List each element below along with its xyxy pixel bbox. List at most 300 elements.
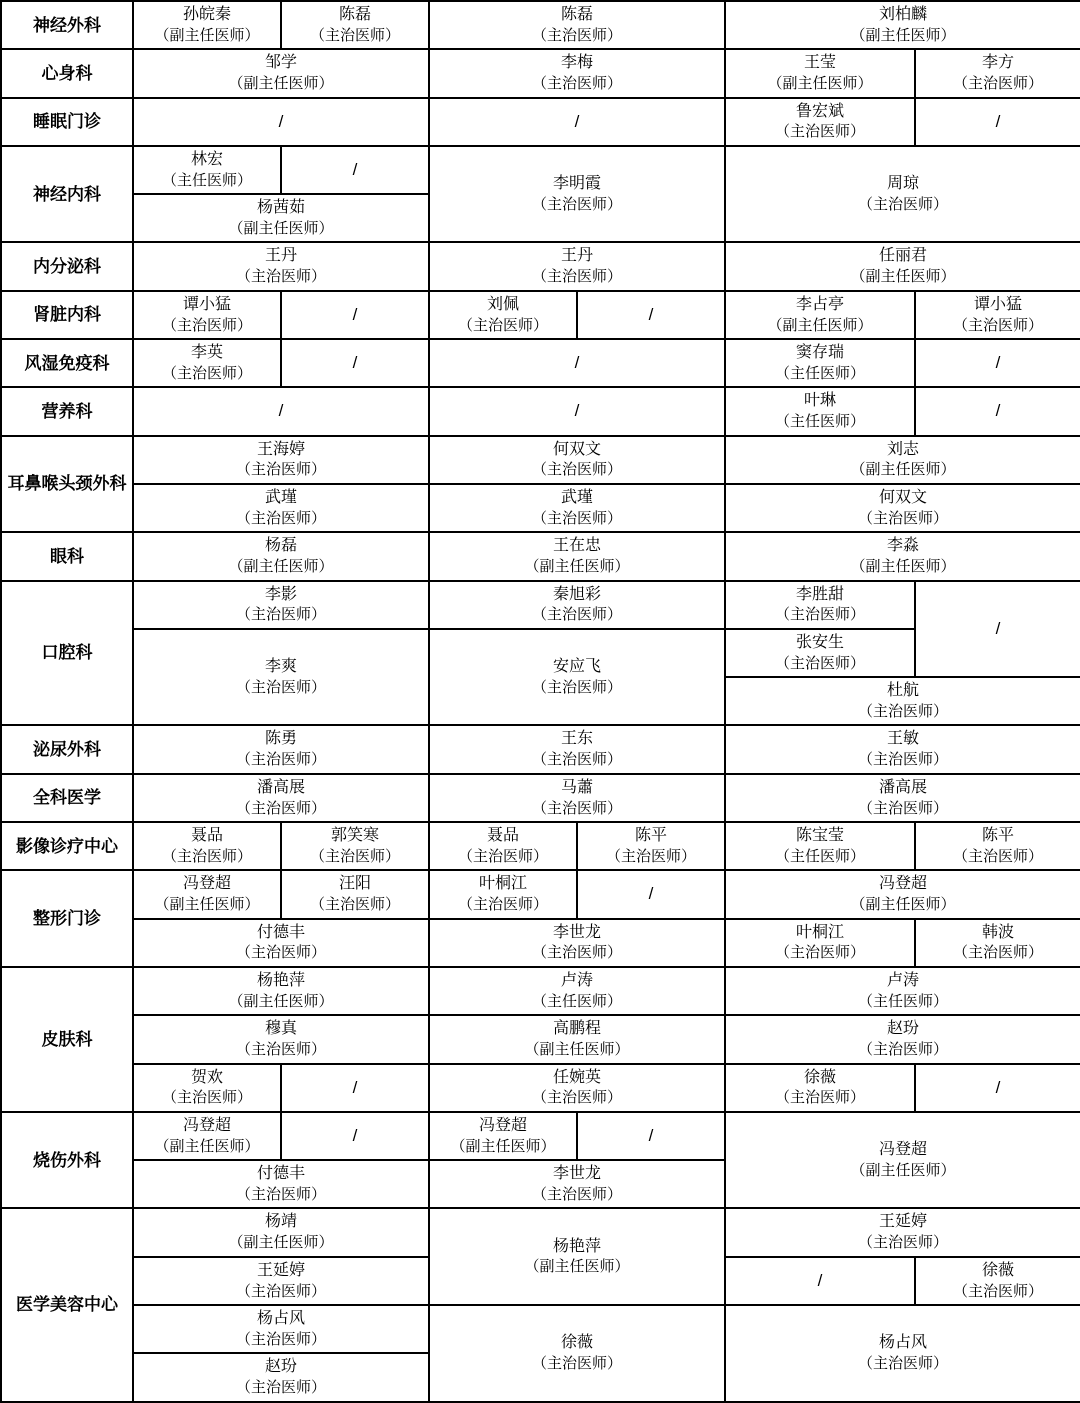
schedule-cell	[281, 822, 429, 870]
doctor-name: 李爽	[264, 658, 297, 675]
doctor-title: （副主任医师）	[154, 896, 260, 914]
schedule-cell	[429, 581, 725, 629]
doctor-title: （主治医师）	[532, 678, 623, 696]
doctor-name: 谭小猛	[182, 295, 231, 313]
doctor-title: （主治医师）	[858, 1234, 949, 1252]
schedule-cell	[133, 774, 429, 822]
schedule-cell	[577, 822, 725, 870]
doctor-title: （副主任医师）	[850, 558, 956, 576]
doctor-title: （主治医师）	[532, 606, 623, 624]
department-cell: 风湿免疫科	[1, 339, 133, 387]
schedule-empty-cell	[577, 291, 725, 339]
doctor-name: 叶琳	[804, 392, 837, 410]
table-row	[1, 1305, 1080, 1353]
doctor-title: （主治医师）	[235, 1282, 326, 1300]
schedule-cell	[915, 822, 1080, 870]
doctor-name: 李方	[982, 54, 1015, 72]
schedule-cell	[133, 194, 429, 242]
doctor-title: （主治医师）	[532, 1185, 623, 1203]
table-row	[1, 870, 1080, 918]
doctor-title: （主治医师）	[953, 316, 1044, 334]
doctor-title: （主治医师）	[532, 461, 623, 479]
empty-slot-mark: /	[352, 304, 358, 324]
doctor-title: （主治医师）	[161, 847, 252, 865]
schedule-empty-cell	[915, 1064, 1080, 1112]
schedule-cell	[725, 1, 1080, 49]
doctor-name: 徐薇	[561, 1334, 594, 1352]
department-cell: 口腔科	[1, 581, 133, 726]
doctor-title: （主治医师）	[775, 1089, 866, 1107]
schedule-empty-cell	[577, 1112, 725, 1160]
doctor-name: 谭小猛	[974, 295, 1023, 313]
doctor-name: 王海婷	[256, 440, 305, 458]
doctor-name: 徐薇	[982, 1261, 1015, 1279]
schedule-cell	[133, 1305, 429, 1353]
schedule-cell	[429, 49, 725, 97]
empty-slot-mark: /	[995, 401, 1001, 421]
empty-slot-mark: /	[574, 111, 580, 131]
table-row	[1, 1064, 1080, 1112]
doctor-name: 周琼	[887, 175, 920, 193]
doctor-title: （副主任医师）	[228, 219, 334, 237]
doctor-title: （主治医师）	[532, 509, 623, 527]
doctor-name: 王丹	[264, 247, 297, 265]
doctor-name: 任丽君	[879, 247, 928, 265]
schedule-cell	[133, 1353, 429, 1401]
doctor-title: （主治医师）	[532, 751, 623, 769]
schedule-cell	[429, 1208, 725, 1305]
schedule-cell	[429, 629, 725, 726]
schedule-cell	[133, 532, 429, 580]
doctor-name: 陈宝莹	[796, 827, 845, 845]
department-cell: 全科医学	[1, 774, 133, 822]
schedule-cell	[429, 436, 725, 484]
department-cell: 耳鼻喉头颈外科	[1, 436, 133, 533]
doctor-title: （副主任医师）	[850, 268, 956, 286]
doctor-name: 刘佩	[486, 295, 519, 313]
department-cell: 整形门诊	[1, 870, 133, 967]
doctor-title: （主治医师）	[235, 1185, 326, 1203]
schedule-cell	[725, 291, 915, 339]
schedule-cell	[133, 581, 429, 629]
schedule-cell	[725, 242, 1080, 290]
schedule-empty-cell	[133, 98, 429, 146]
doctor-title: （主任医师）	[858, 992, 949, 1010]
schedule-cell	[133, 49, 429, 97]
schedule-cell	[725, 725, 1080, 773]
doctor-name: 冯登超	[879, 1140, 928, 1158]
doctor-title: （主治医师）	[235, 606, 326, 624]
schedule-empty-cell	[725, 1257, 915, 1305]
schedule-cell	[725, 1305, 1080, 1402]
schedule-cell	[429, 484, 725, 532]
doctor-title: （副主任医师）	[524, 558, 630, 576]
doctor-name: 赵玢	[887, 1020, 920, 1038]
department-cell: 心身科	[1, 49, 133, 97]
schedule-cell	[915, 49, 1080, 97]
doctor-title: （主治医师）	[953, 75, 1044, 93]
schedule-cell	[133, 1, 281, 49]
doctor-name: 汪阳	[338, 875, 371, 893]
empty-slot-mark: /	[648, 884, 654, 904]
schedule-cell	[429, 1112, 577, 1160]
schedule-cell	[725, 98, 915, 146]
doctor-title: （主治医师）	[775, 944, 866, 962]
doctor-name: 杨艳萍	[553, 1237, 602, 1255]
doctor-name: 何双文	[553, 440, 602, 458]
doctor-name: 李世龙	[553, 923, 602, 941]
doctor-title: （主治医师）	[235, 509, 326, 527]
schedule-cell	[429, 919, 725, 967]
department-cell: 营养科	[1, 387, 133, 435]
empty-slot-mark: /	[648, 304, 654, 324]
schedule-cell	[133, 629, 429, 726]
doctor-title: （主治医师）	[953, 944, 1044, 962]
table-row	[1, 339, 1080, 387]
doctor-title: （主治医师）	[457, 847, 548, 865]
doctor-name: 冯登超	[182, 875, 231, 893]
doctor-name: 窦存瑞	[796, 344, 845, 362]
table-row	[1, 919, 1080, 967]
doctor-title: （副主任医师）	[524, 1258, 630, 1276]
doctor-name: 杨茜茹	[256, 199, 305, 217]
doctor-name: 杨艳萍	[256, 971, 305, 989]
doctor-name: 陈磊	[338, 6, 371, 23]
doctor-name: 卢涛	[887, 971, 920, 989]
doctor-title: （主治医师）	[309, 896, 400, 914]
schedule-cell	[429, 146, 725, 243]
schedule-cell	[725, 870, 1080, 918]
doctor-title: （副主任医师）	[228, 1234, 334, 1252]
schedule-empty-cell	[281, 1112, 429, 1160]
schedule-cell	[281, 1, 429, 49]
doctor-name: 杨占风	[256, 1310, 305, 1328]
schedule-cell	[429, 774, 725, 822]
doctor-title: （主任医师）	[775, 847, 866, 865]
doctor-title: （主治医师）	[235, 461, 326, 479]
doctor-name: 冯登超	[879, 875, 928, 893]
doctor-title: （副主任医师）	[450, 1137, 556, 1155]
doctor-name: 秦旭彩	[553, 585, 602, 603]
doctor-title: （主治医师）	[235, 799, 326, 817]
doctor-name: 付德丰	[256, 1165, 305, 1183]
empty-slot-mark: /	[278, 401, 284, 421]
doctor-title: （主治医师）	[606, 847, 697, 865]
doctor-title: （主治医师）	[532, 1354, 623, 1372]
schedule-empty-cell	[281, 291, 429, 339]
schedule-cell	[133, 436, 429, 484]
schedule-cell	[725, 1064, 915, 1112]
schedule-empty-cell	[915, 98, 1080, 146]
department-cell: 肾脏内科	[1, 291, 133, 339]
department-cell: 皮肤科	[1, 967, 133, 1112]
empty-slot-mark: /	[574, 401, 580, 421]
department-cell: 烧伤外科	[1, 1112, 133, 1209]
doctor-title: （主治医师）	[532, 75, 623, 93]
doctor-name: 冯登超	[182, 1116, 231, 1134]
schedule-empty-cell	[429, 98, 725, 146]
doctor-name: 杨占风	[879, 1334, 928, 1352]
schedule-empty-cell	[133, 387, 429, 435]
doctor-title: （主治医师）	[532, 268, 623, 286]
doctor-title: （主治医师）	[858, 1354, 949, 1372]
doctor-title: （主治医师）	[235, 1041, 326, 1059]
doctor-name: 李胜甜	[796, 585, 845, 603]
doctor-title: （主治医师）	[532, 26, 623, 44]
schedule-cell	[725, 967, 1080, 1015]
schedule-cell	[133, 967, 429, 1015]
table-row	[1, 774, 1080, 822]
doctor-name: 陈磊	[561, 6, 594, 23]
doctor-name: 任婉英	[553, 1068, 602, 1086]
doctor-name: 王在忠	[553, 537, 602, 555]
schedule-cell	[915, 291, 1080, 339]
schedule-cell	[725, 822, 915, 870]
doctor-name: 贺欢	[190, 1068, 223, 1086]
doctor-name: 聂品	[486, 827, 519, 845]
table-row	[1, 1, 1080, 49]
schedule-cell	[725, 774, 1080, 822]
doctor-title: （副主任医师）	[850, 26, 956, 44]
doctor-name: 李梅	[561, 54, 594, 72]
schedule-cell	[133, 242, 429, 290]
schedule-empty-cell	[281, 339, 429, 387]
table-row	[1, 146, 1080, 194]
doctor-name: 叶桐江	[478, 875, 527, 893]
doctor-title: （副主任医师）	[228, 75, 334, 93]
empty-slot-mark: /	[995, 1077, 1001, 1097]
schedule-empty-cell	[429, 339, 725, 387]
empty-slot-mark: /	[352, 159, 358, 179]
doctor-name: 杜航	[887, 682, 920, 700]
doctor-title: （主治医师）	[858, 799, 949, 817]
doctor-title: （副主任医师）	[154, 1137, 260, 1155]
table-row	[1, 436, 1080, 484]
schedule-cell	[725, 1015, 1080, 1063]
schedule-cell	[133, 1257, 429, 1305]
doctor-name: 郭笑寒	[330, 827, 379, 845]
doctor-title: （副主任医师）	[850, 896, 956, 914]
schedule-cell	[133, 291, 281, 339]
schedule-cell	[429, 967, 725, 1015]
doctor-name: 卢涛	[561, 971, 594, 989]
schedule-cell	[725, 49, 915, 97]
empty-slot-mark: /	[352, 1125, 358, 1145]
doctor-name: 李世龙	[553, 1165, 602, 1183]
doctor-title: （主治医师）	[235, 1330, 326, 1348]
doctor-name: 李占亭	[796, 295, 845, 313]
department-cell: 泌尿外科	[1, 725, 133, 773]
doctor-name: 武瑾	[264, 488, 297, 506]
schedule-cell	[429, 1, 725, 49]
table-row	[1, 49, 1080, 97]
doctor-name: 王莹	[804, 54, 837, 72]
empty-slot-mark: /	[995, 353, 1001, 373]
schedule-empty-cell	[915, 387, 1080, 435]
doctor-name: 张安生	[796, 633, 845, 651]
department-cell: 医学美容中心	[1, 1208, 133, 1401]
doctor-title: （主任医师）	[775, 364, 866, 382]
doctor-name: 邹学	[264, 54, 297, 72]
schedule-cell	[725, 1112, 1080, 1209]
department-cell: 影像诊疗中心	[1, 822, 133, 870]
schedule-cell	[429, 1160, 725, 1208]
doctor-name: 安应飞	[553, 658, 602, 675]
doctor-title: （主治医师）	[858, 1041, 949, 1059]
doctor-name: 李英	[190, 344, 223, 362]
doctor-title: （副主任医师）	[850, 1161, 956, 1179]
schedule-empty-cell	[281, 146, 429, 194]
schedule-cell	[133, 484, 429, 532]
doctor-title: （主治医师）	[858, 509, 949, 527]
doctor-name: 孙皖秦	[182, 6, 231, 23]
table-row	[1, 725, 1080, 773]
doctor-title: （主治医师）	[161, 1089, 252, 1107]
schedule-cell	[725, 146, 1080, 243]
schedule-cell	[429, 1015, 725, 1063]
schedule-cell	[133, 822, 281, 870]
doctor-name: 陈平	[982, 827, 1015, 845]
doctor-title: （副主任医师）	[228, 558, 334, 576]
doctor-title: （主任医师）	[532, 992, 623, 1010]
schedule-cell	[133, 1208, 429, 1256]
doctor-title: （副主任医师）	[228, 992, 334, 1010]
doctor-title: （主治医师）	[532, 195, 623, 213]
doctor-title: （副主任医师）	[524, 1041, 630, 1059]
doctor-title: （主任医师）	[775, 413, 866, 431]
doctor-title: （主治医师）	[775, 606, 866, 624]
empty-slot-mark: /	[352, 353, 358, 373]
doctor-title: （主治医师）	[161, 364, 252, 382]
doctor-title: （主治医师）	[532, 944, 623, 962]
doctor-name: 王东	[561, 730, 594, 748]
table-row	[1, 581, 1080, 629]
doctor-name: 刘志	[887, 440, 920, 458]
schedule-cell	[725, 1208, 1080, 1256]
doctor-name: 徐薇	[804, 1068, 837, 1086]
doctor-title: （主治医师）	[235, 751, 326, 769]
schedule-cell	[915, 1257, 1080, 1305]
doctor-name: 穆真	[264, 1020, 297, 1038]
doctor-title: （副主任医师）	[850, 461, 956, 479]
department-cell: 内分泌科	[1, 242, 133, 290]
doctor-name: 潘高展	[256, 778, 305, 796]
doctor-name: 刘柏麟	[879, 6, 928, 23]
doctor-name: 赵玢	[264, 1358, 297, 1376]
doctor-title: （主治医师）	[858, 751, 949, 769]
table-row	[1, 484, 1080, 532]
table-row	[1, 822, 1080, 870]
schedule-cell	[429, 822, 577, 870]
department-cell: 睡眠门诊	[1, 98, 133, 146]
schedule-cell	[725, 387, 915, 435]
doctor-name: 韩波	[982, 923, 1015, 941]
table-row	[1, 387, 1080, 435]
doctor-name: 王延婷	[256, 1261, 305, 1279]
doctor-title: （主治医师）	[235, 1379, 326, 1397]
schedule-cell	[133, 919, 429, 967]
schedule-cell	[725, 339, 915, 387]
doctor-title: （主治医师）	[161, 316, 252, 334]
schedule-cell	[915, 919, 1080, 967]
doctor-name: 李淼	[887, 537, 920, 555]
doctor-title: （主治医师）	[858, 195, 949, 213]
doctor-title: （主治医师）	[532, 1089, 623, 1107]
schedule-empty-cell	[429, 387, 725, 435]
doctor-title: （副主任医师）	[154, 26, 260, 44]
department-cell: 神经外科	[1, 1, 133, 49]
doctor-name: 陈平	[635, 827, 668, 845]
empty-slot-mark: /	[648, 1125, 654, 1145]
schedule-cell	[429, 242, 725, 290]
doctor-title: （主治医师）	[235, 268, 326, 286]
doctor-name: 付德丰	[256, 923, 305, 941]
schedule-cell	[725, 581, 915, 629]
doctor-name: 林宏	[190, 150, 223, 168]
schedule-cell	[133, 1112, 281, 1160]
doctor-name: 李明霞	[553, 175, 602, 193]
doctor-name: 王敏	[887, 730, 920, 748]
schedule-cell	[429, 291, 577, 339]
schedule-empty-cell	[915, 581, 1080, 678]
schedule-cell	[429, 725, 725, 773]
schedule-cell	[133, 339, 281, 387]
doctor-name: 鲁宏斌	[796, 102, 845, 120]
schedule-cell	[133, 725, 429, 773]
schedule-cell	[281, 870, 429, 918]
schedule-empty-cell	[577, 870, 725, 918]
department-cell: 神经内科	[1, 146, 133, 243]
doctor-title: （主治医师）	[532, 799, 623, 817]
schedule-cell	[725, 532, 1080, 580]
doctor-title: （主治医师）	[235, 678, 326, 696]
schedule-empty-cell	[915, 339, 1080, 387]
doctor-name: 马蕭	[561, 778, 594, 796]
schedule-empty-cell	[281, 1064, 429, 1112]
empty-slot-mark: /	[352, 1077, 358, 1097]
table-row	[1, 1208, 1080, 1256]
schedule-cell	[429, 532, 725, 580]
schedule-cell	[725, 677, 1080, 725]
empty-slot-mark: /	[278, 111, 284, 131]
doctor-title: （主治医师）	[457, 316, 548, 334]
table-row	[1, 1015, 1080, 1063]
doctor-name: 叶桐江	[796, 923, 845, 941]
doctor-title: （主任医师）	[161, 171, 252, 189]
doctor-name: 聂品	[190, 827, 223, 845]
schedule-cell	[133, 146, 281, 194]
table-row	[1, 291, 1080, 339]
doctor-name: 武瑾	[561, 488, 594, 506]
schedule-cell	[725, 484, 1080, 532]
empty-slot-mark: /	[574, 353, 580, 373]
doctor-title: （副主任医师）	[767, 75, 873, 93]
doctor-title: （主治医师）	[953, 847, 1044, 865]
doctor-title: （主治医师）	[775, 654, 866, 672]
doctor-title: （副主任医师）	[767, 316, 873, 334]
schedule-cell	[133, 1160, 429, 1208]
schedule-cell	[429, 1064, 725, 1112]
table-row	[1, 242, 1080, 290]
doctor-name: 杨靖	[264, 1213, 297, 1231]
doctor-name: 高鹏程	[553, 1020, 602, 1038]
schedule-cell	[133, 870, 281, 918]
schedule-cell	[429, 1305, 725, 1402]
table-row	[1, 98, 1080, 146]
doctor-title: （主治医师）	[953, 1282, 1044, 1300]
schedule-cell	[133, 1064, 281, 1112]
doctor-name: 王延婷	[879, 1213, 928, 1231]
